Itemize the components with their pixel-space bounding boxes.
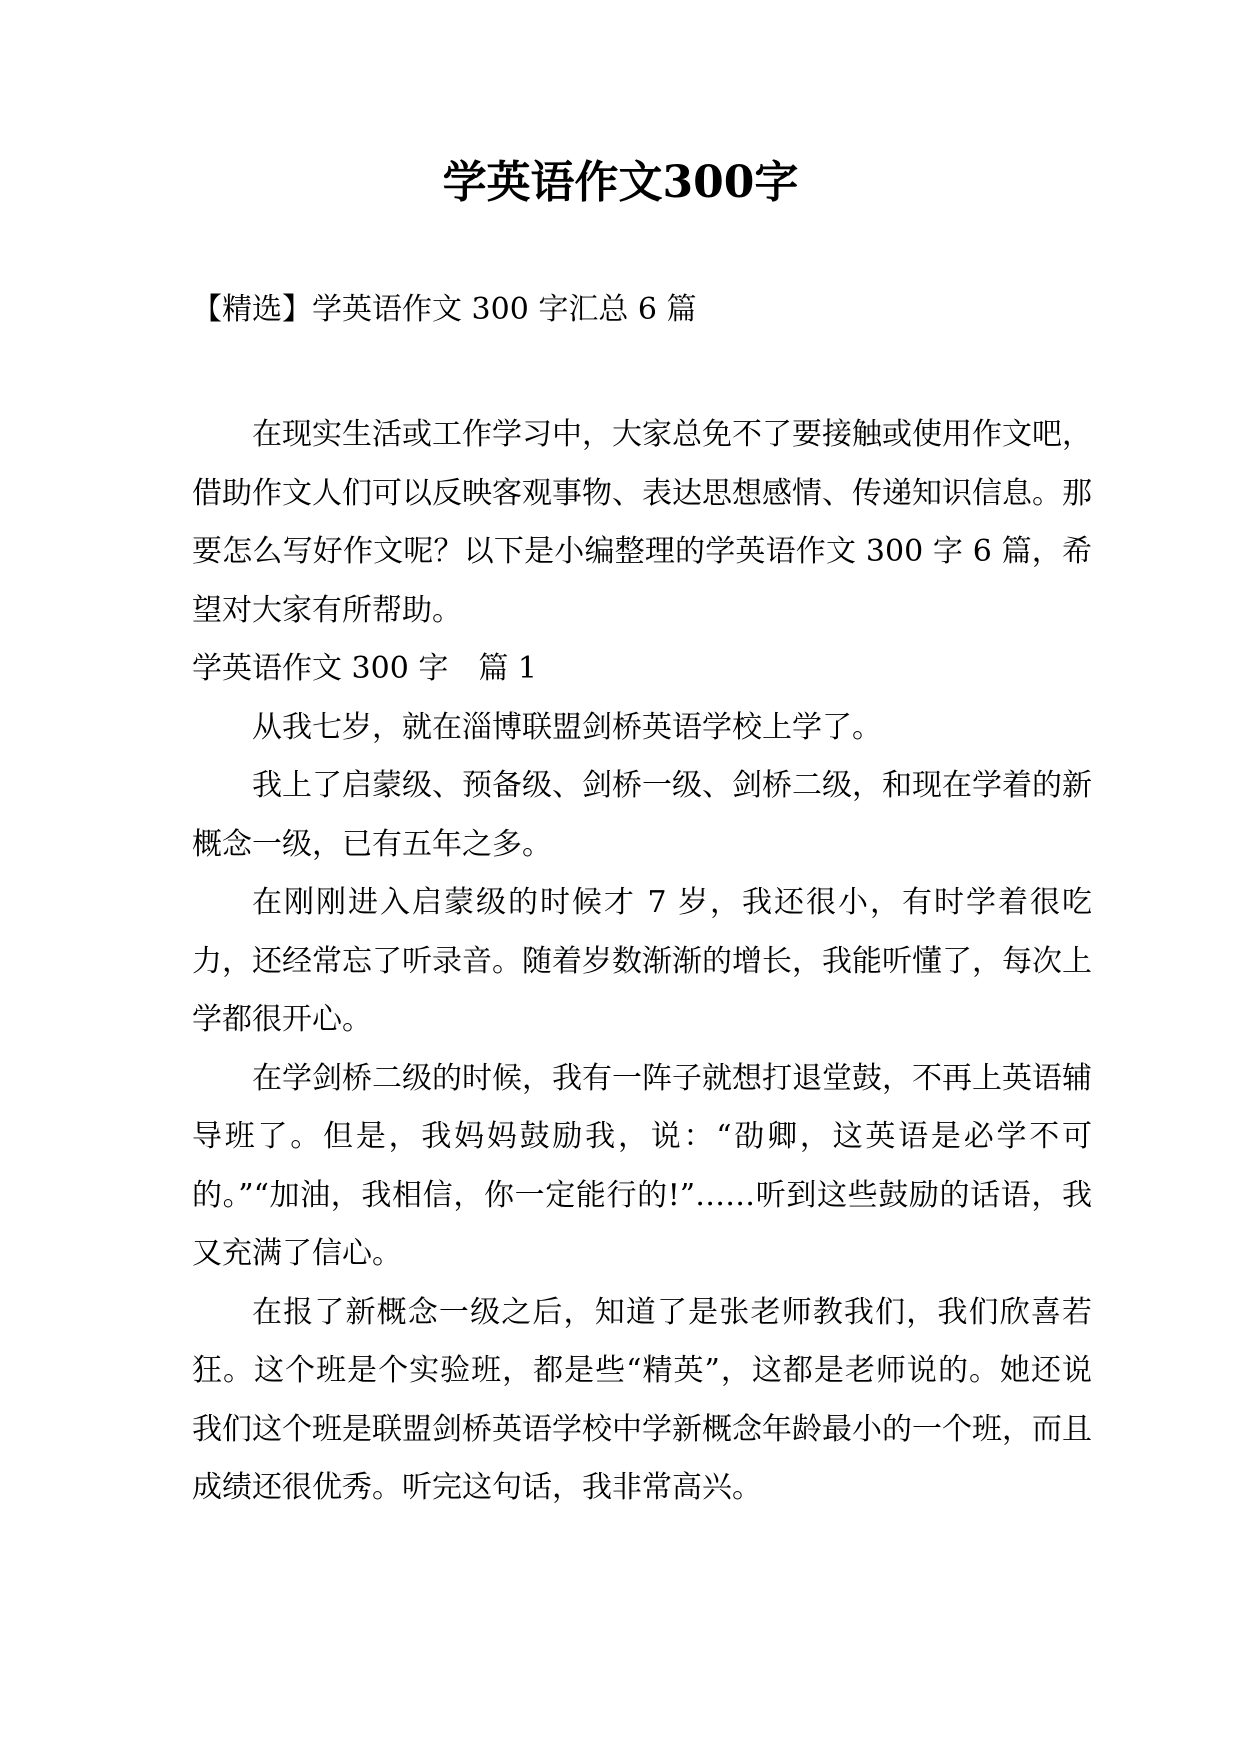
- body-paragraph: 从我七岁，就在淄博联盟剑桥英语学校上学了。: [252, 709, 882, 745]
- document-subtitle: 【精选】学英语作文 300 字汇总 6 篇: [192, 292, 697, 327]
- section-heading: 学英语作文 300 字 篇 1: [192, 651, 537, 686]
- body-paragraph: 在报了新概念一级之后，知道了是张老师教我们，我们欣喜若狂。这个班是个实验班，都是些“精英”，这都是老师说的。她还说我们这个班是联盟剑桥英语学校中学新概念年龄最小的一个班，而且成绩还很优秀。听完这句话，我非常高兴。: [192, 1294, 1092, 1505]
- intro-paragraph: 在现实生活或工作学习中，大家总免不了要接触或使用作文吧，借助作文人们可以反映客观事物、表达思想感情、传递知识信息。那要怎么写好作文呢？以下是小编整理的学英语作文 300 字 6 篇，希望对大家有所帮助。: [192, 417, 1092, 628]
- document-body: [192, 406, 1092, 1518]
- page-title: 学英语作文300字: [442, 157, 799, 208]
- body-paragraph: 在学剑桥二级的时候，我有一阵子就想打退堂鼓，不再上英语辅导班了。但是，我妈妈鼓励我，说：“劭卿，这英语是必学不可的。”“加油，我相信，你一定能行的!”……听到这些鼓励的话语，我又充满了信心。: [192, 1060, 1092, 1271]
- body-paragraph: 在刚刚进入启蒙级的时候才 7 岁，我还很小，有时学着很吃力，还经常忘了听录音。随着岁数渐渐的增长，我能听懂了，每次上学都很开心。: [192, 885, 1092, 1037]
- body-paragraph: 我上了启蒙级、预备级、剑桥一级、剑桥二级，和现在学着的新概念一级，已有五年之多。: [192, 768, 1092, 862]
